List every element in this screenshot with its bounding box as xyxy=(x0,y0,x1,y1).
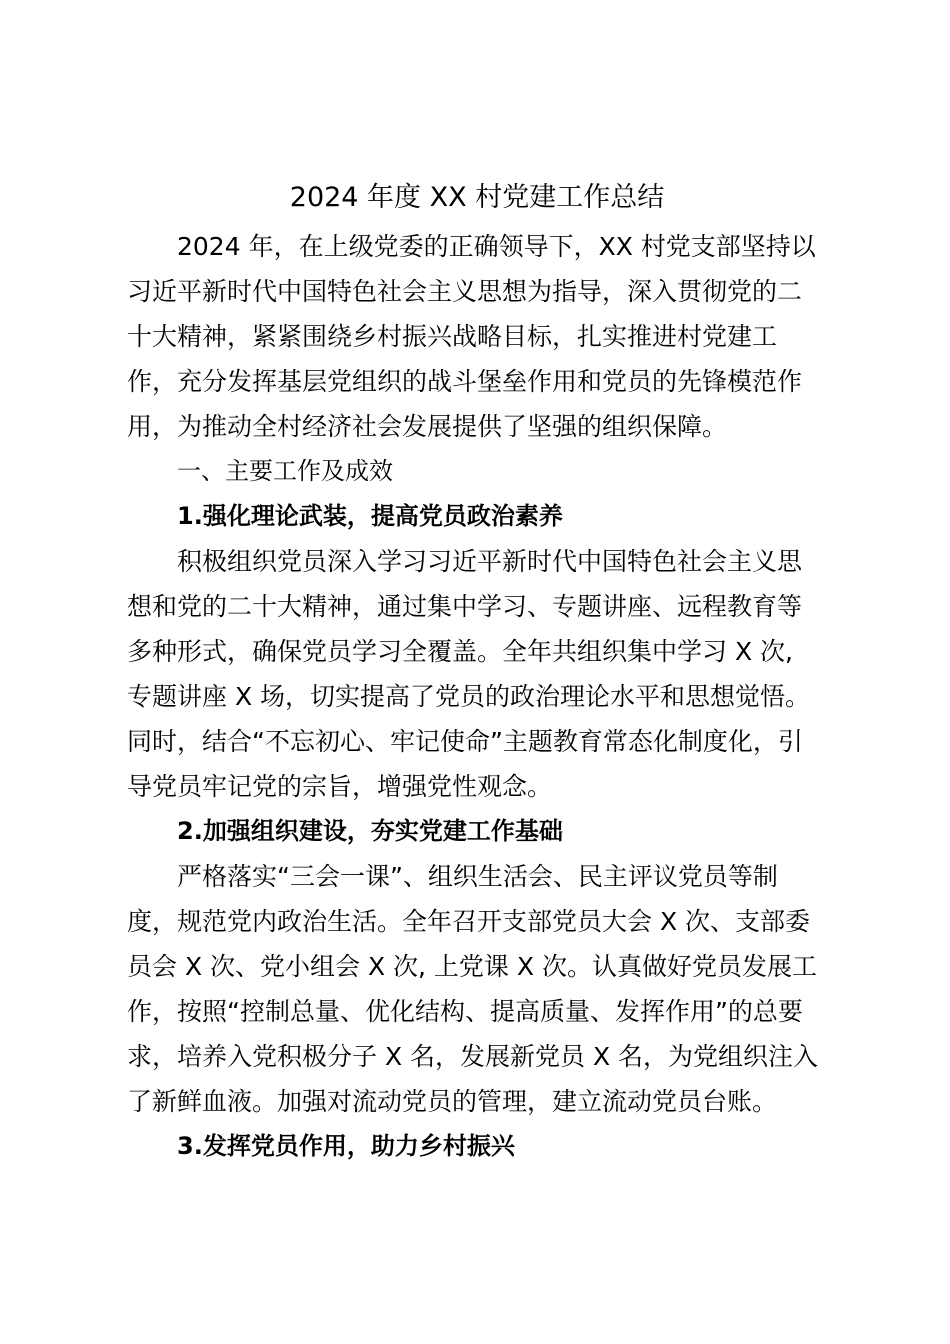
subsection-1-paragraph xyxy=(127,539,827,809)
paragraph-line: 度，规范党内政治生活。全年召开支部党员大会 X 次、支部委 xyxy=(127,907,811,936)
document-title: 2024 年度 XX 村党建工作总结 xyxy=(289,182,665,213)
paragraph-line: 求，培养入党积极分子 X 名，发展新党员 X 名，为党组织注入 xyxy=(127,1042,819,1071)
paragraph-line: 想和党的二十大精神，通过集中学习、专题讲座、远程教育等 xyxy=(127,592,803,621)
intro-line: 2024 年，在上级党委的正确领导下，XX 村党支部坚持以 xyxy=(177,232,816,261)
paragraph-line: 多种形式，确保党员学习全覆盖。全年共组织集中学习 X 次, xyxy=(127,637,793,666)
intro-line: 十大精神，紧紧围绕乡村振兴战略目标，扎实推进村党建工 xyxy=(127,322,778,351)
intro-paragraph xyxy=(127,224,827,449)
document-page xyxy=(127,172,827,1169)
paragraph-line: 同时，结合“不忘初心、牢记使命”主题教育常态化制度化，引 xyxy=(127,727,803,756)
subsection-heading-1: 1.强化理论武装，提高党员政治素养 xyxy=(177,502,563,530)
paragraph-line: 作，按照“控制总量、优化结构、提高质量、发挥作用”的总要 xyxy=(127,997,803,1026)
section-heading-main-work: 一、主要工作及成效 xyxy=(177,457,393,485)
subsection-heading-2: 2.加强组织建设，夯实党建工作基础 xyxy=(177,817,563,845)
paragraph-line: 严格落实“三会一课”、组织生活会、民主评议党员等制 xyxy=(177,862,778,891)
paragraph-line: 专题讲座 X 场，切实提高了党员的政治理论水平和思想觉悟。 xyxy=(127,682,811,711)
intro-line: 习近平新时代中国特色社会主义思想为指导，深入贯彻党的二 xyxy=(127,277,803,306)
intro-line: 作，充分发挥基层党组织的战斗堡垒作用和党员的先锋模范作 xyxy=(127,367,803,396)
subsection-2-paragraph xyxy=(127,854,827,1124)
paragraph-line: 积极组织党员深入学习习近平新时代中国特色社会主义思 xyxy=(177,547,803,576)
subsection-heading-3: 3.发挥党员作用，助力乡村振兴 xyxy=(177,1132,515,1160)
paragraph-line: 员会 X 次、党小组会 X 次, 上党课 X 次。认真做好党员发展工 xyxy=(127,952,817,981)
paragraph-line: 了新鲜血液。加强对流动党员的管理，建立流动党员台账。 xyxy=(127,1087,778,1116)
intro-line: 用，为推动全村经济社会发展提供了坚强的组织保障。 xyxy=(127,412,728,441)
paragraph-line: 导党员牢记党的宗旨，增强党性观念。 xyxy=(127,772,553,801)
